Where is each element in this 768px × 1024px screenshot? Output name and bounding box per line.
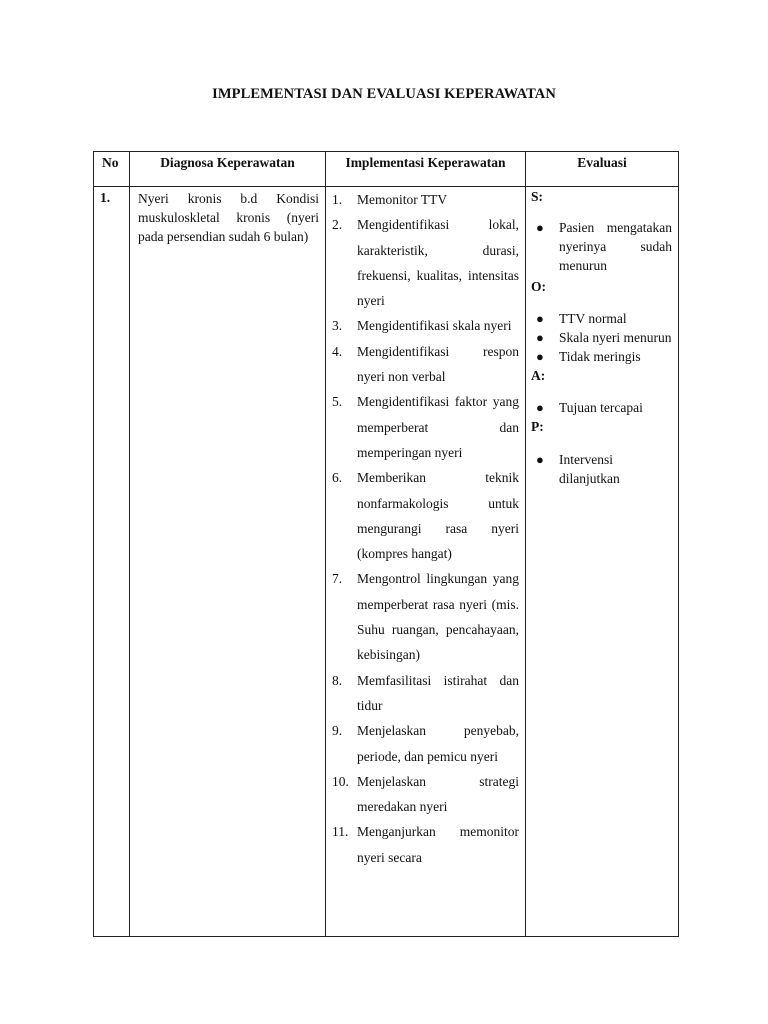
list-item [531, 450, 672, 488]
item-number: 10. [332, 773, 349, 789]
header-evaluasi: Evaluasi [526, 152, 679, 187]
item-text: Menjelaskan strategi meredakan nyeri [357, 773, 519, 815]
implementasi-cell [326, 187, 526, 937]
item-number: 5. [332, 394, 343, 410]
diagnosa-cell: Nyeri kronis b.d Kondisi muskuloskletal kronis (nyeri pada persendian sudah 6 bulan) [130, 187, 326, 937]
list-item [332, 668, 519, 719]
table-header-row [94, 152, 679, 187]
implementasi-list [332, 187, 519, 870]
item-number: 7. [332, 571, 343, 587]
item-text: Tidak meringis [559, 349, 641, 364]
item-number: 6. [332, 470, 343, 486]
header-diagnosa: Diagnosa Keperawatan [130, 152, 326, 187]
item-text: TTV normal [559, 311, 627, 326]
item-number: 1. [332, 192, 343, 207]
item-text: Intervensi dilanjutkan [559, 452, 620, 486]
eval-objective-list [531, 309, 672, 366]
eval-subjective-list [531, 218, 672, 275]
bullet-icon: ● [536, 330, 544, 345]
item-text: Mengontrol lingkungan yang memperberat rasa nyeri (mis. Suhu ruangan, pencahayaan, kebisingan) [357, 571, 519, 663]
implementation-evaluation-table [93, 151, 679, 937]
list-item [531, 398, 672, 417]
list-item [332, 566, 519, 667]
bullet-icon: ● [536, 311, 544, 326]
header-implementasi: Implementasi Keperawatan [326, 152, 526, 187]
item-text: Menganjurkan memonitor nyeri secara [357, 824, 519, 865]
item-number: 3. [332, 318, 343, 334]
eval-plan-label: P: [531, 419, 544, 434]
eval-assessment-label: A: [531, 368, 546, 383]
row-number: 1. [94, 187, 130, 937]
item-text: Memfasilitasi istirahat dan tidur [357, 672, 519, 713]
header-no: No [94, 152, 130, 187]
list-item [531, 218, 672, 275]
list-item [531, 347, 672, 366]
eval-subjective-label: S: [531, 189, 544, 204]
bullet-icon: ● [536, 349, 544, 364]
item-text: Mengidentifikasi lokal, karakteristik, durasi, frekuensi, kualitas, intensitas nyeri [357, 217, 519, 309]
item-text: Mengidentifikasi faktor yang memperberat dan memperingan nyeri [357, 394, 519, 460]
list-item [332, 339, 519, 390]
list-item [332, 389, 519, 465]
item-number: 4. [332, 343, 343, 359]
table-row [94, 187, 679, 937]
list-item [332, 212, 519, 313]
item-text: Menjelaskan penyebab, periode, dan pemicu nyeri [357, 723, 519, 764]
list-item [332, 819, 519, 870]
item-text: Memonitor TTV [357, 192, 448, 207]
item-text: Tujuan tercapai [559, 400, 643, 415]
page-title: IMPLEMENTASI DAN EVALUASI KEPERAWATAN [212, 86, 556, 102]
eval-plan-list [531, 450, 672, 488]
item-text: Memberikan teknik nonfarmakologis untuk mengurangi rasa nyeri (kompres hangat) [357, 470, 519, 562]
list-item [332, 718, 519, 769]
eval-objective-label: O: [531, 279, 546, 294]
item-text: Skala nyeri menurun [559, 330, 672, 345]
item-text: Pasien mengatakan nyerinya sudah menurun [559, 220, 672, 273]
bullet-icon: ● [536, 220, 544, 235]
list-item [332, 465, 519, 566]
item-text: Mengidentifikasi skala nyeri [357, 318, 512, 334]
item-number: 8. [332, 672, 343, 688]
item-number: 9. [332, 723, 343, 739]
list-item [332, 769, 519, 820]
list-item [332, 187, 519, 212]
item-number: 11. [332, 824, 349, 840]
eval-assessment-list [531, 398, 672, 417]
list-item [531, 328, 672, 347]
list-item [531, 309, 672, 328]
item-number: 2. [332, 217, 343, 233]
bullet-icon: ● [536, 452, 544, 467]
bullet-icon: ● [536, 400, 544, 415]
evaluasi-cell [526, 187, 679, 937]
item-text: Mengidentifikasi respon nyeri non verbal [357, 343, 519, 385]
list-item [332, 313, 519, 338]
